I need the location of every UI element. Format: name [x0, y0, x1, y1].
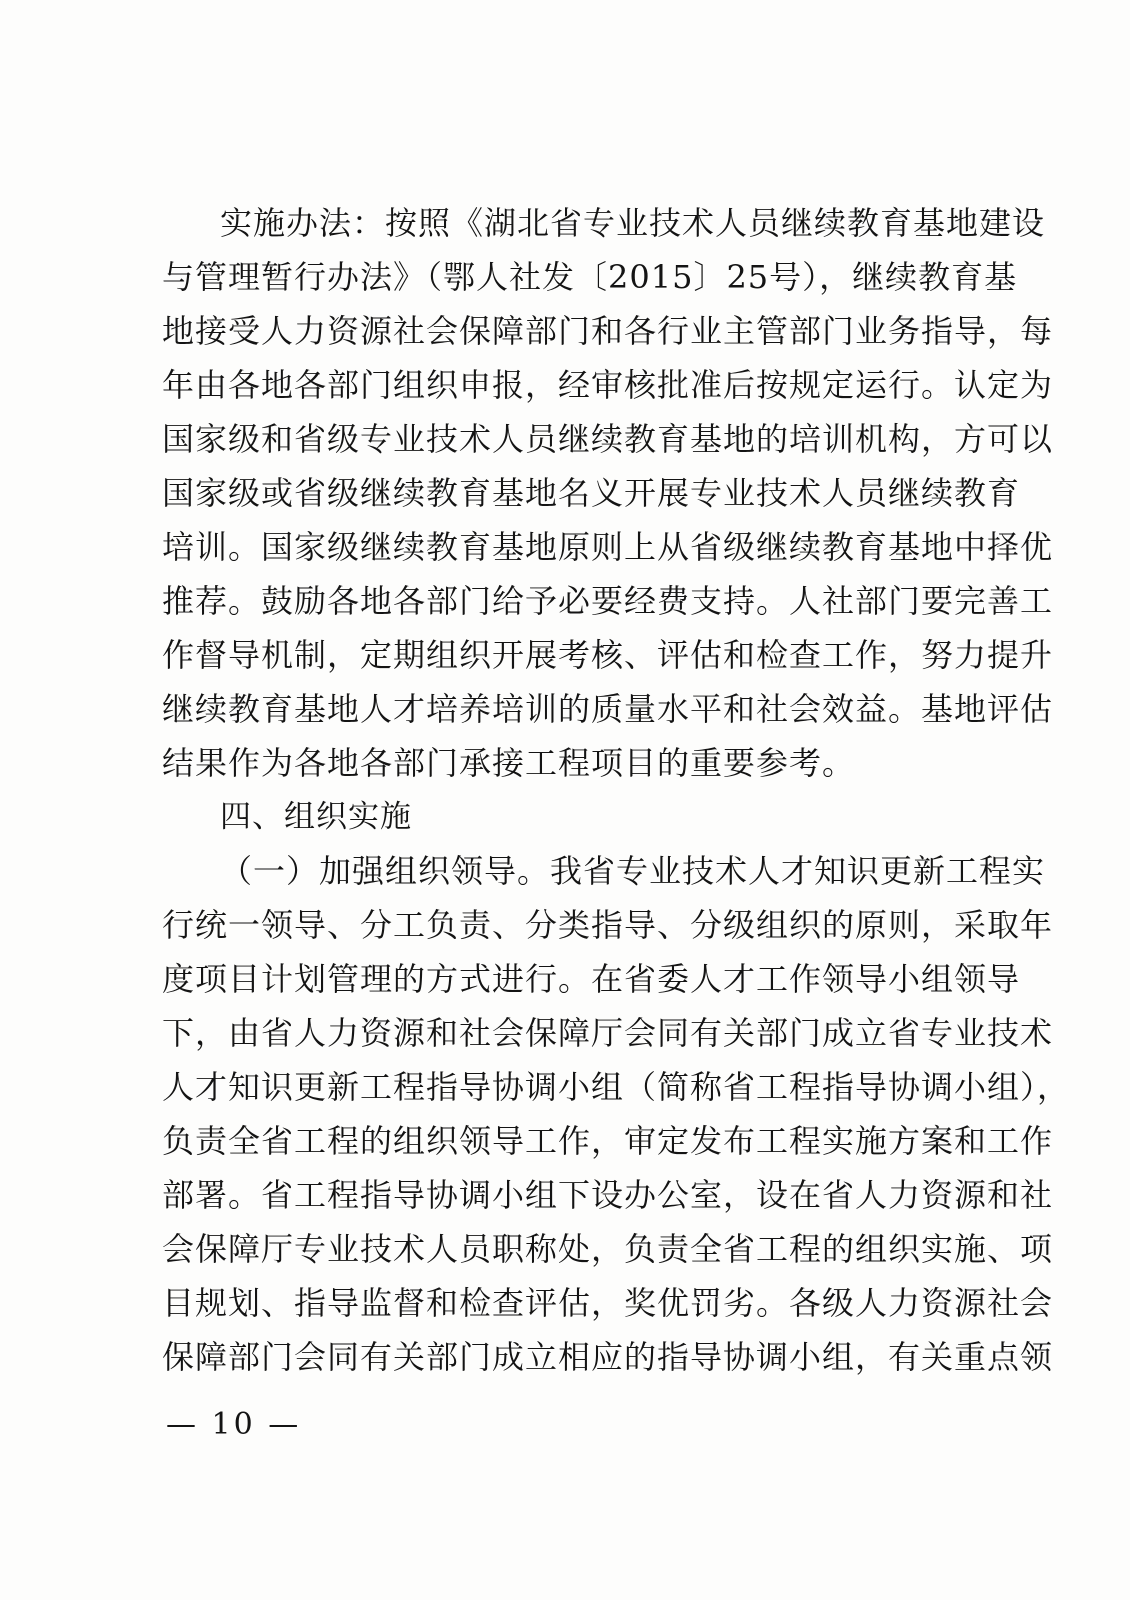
- paragraph-leadership-line-3: 度项目计划管理的方式进行。在省委人才工作领导小组领导: [162, 960, 1021, 998]
- paragraph-leadership-line-7: 部署。省工程指导协调小组下设办公室，设在省人力资源和社: [162, 1176, 1054, 1214]
- paragraph-implementation-line-7: 培训。国家级继续教育基地原则上从省级继续教育基地中择优: [162, 528, 1054, 566]
- page-number: — 10 —: [166, 1407, 302, 1442]
- paragraph-implementation-line-4: 年由各地各部门组织申报，经审核批准后按规定运行。认定为: [162, 366, 1054, 404]
- paragraph-implementation-line-8: 推荐。鼓励各地各部门给予必要经费支持。人社部门要完善工: [162, 582, 1054, 620]
- paragraph-leadership-line-1: （一）加强组织领导。我省专业技术人才知识更新工程实: [220, 852, 1046, 890]
- paragraph-implementation-line-1: 实施办法：按照《湖北省专业技术人员继续教育基地建设: [220, 204, 1046, 242]
- paragraph-implementation-line-6: 国家级或省级继续教育基地名义开展专业技术人员继续教育: [162, 474, 1021, 512]
- section-heading-organization: 四、组织实施: [220, 799, 412, 835]
- paragraph-leadership-line-6: 负责全省工程的组织领导工作，审定发布工程实施方案和工作: [162, 1122, 1054, 1160]
- paragraph-leadership-line-8: 会保障厅专业技术人员职称处，负责全省工程的组织实施、项: [162, 1230, 1054, 1268]
- paragraph-implementation-line-10: 继续教育基地人才培养培训的质量水平和社会效益。基地评估: [162, 690, 1054, 728]
- paragraph-implementation-line-11: 结果作为各地各部门承接工程项目的重要参考。: [162, 744, 856, 782]
- paragraph-implementation-line-5: 国家级和省级专业技术人员继续教育基地的培训机构，方可以: [162, 420, 1054, 458]
- paragraph-implementation-line-2: 与管理暂行办法》（鄂人社发〔2015〕25号），继续教育基: [162, 258, 1018, 296]
- body-text: [162, 196, 1071, 1384]
- paragraph-implementation-line-3: 地接受人力资源社会保障部门和各行业主管部门业务指导，每: [162, 312, 1054, 350]
- paragraph-leadership-line-4: 下，由省人力资源和社会保障厅会同有关部门成立省专业技术: [162, 1014, 1054, 1052]
- paragraph-leadership-line-5: 人才知识更新工程指导协调小组（简称省工程指导协调小组），: [162, 1068, 1071, 1106]
- paragraph-leadership-line-10: 保障部门会同有关部门成立相应的指导协调小组，有关重点领: [162, 1338, 1054, 1376]
- paragraph-implementation-line-9: 作督导机制，定期组织开展考核、评估和检查工作，努力提升: [162, 636, 1054, 674]
- paragraph-leadership-line-9: 目规划、指导监督和检查评估，奖优罚劣。各级人力资源社会: [162, 1284, 1054, 1322]
- paragraph-leadership-line-2: 行统一领导、分工负责、分类指导、分级组织的原则，采取年: [162, 906, 1054, 944]
